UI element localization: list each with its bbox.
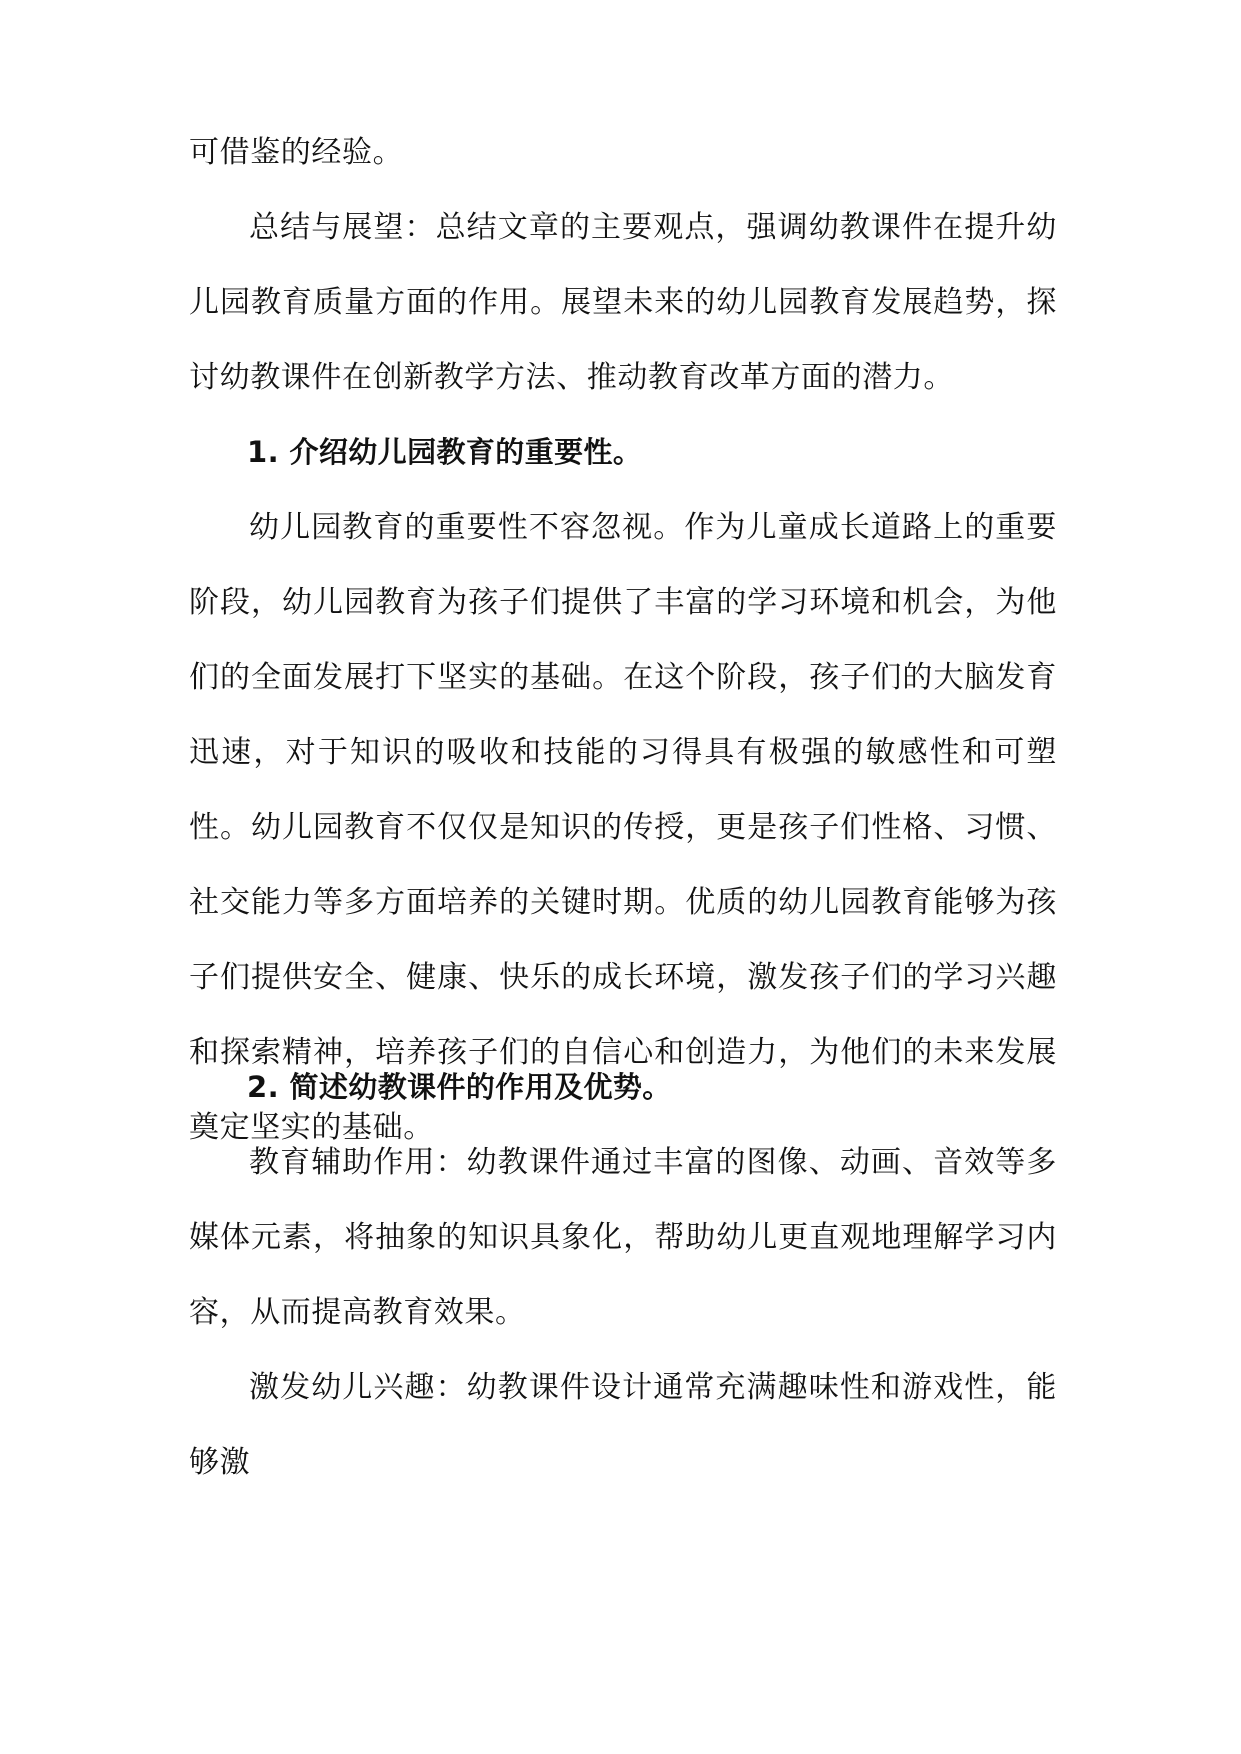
continuation-text: 可借鉴的经验。 — [189, 135, 404, 170]
section-2-paragraph-1: 教育辅助作用：幼教课件通过丰富的图像、动画、音效等多媒体元素，将抽象的知识具象化，帮助幼儿更直观地理解学习内容，从而提高教育效果。 — [189, 1145, 1057, 1330]
section-2-paragraph-2: 激发幼儿兴趣：幼教课件设计通常充满趣味性和游戏性，能够激 — [189, 1370, 1057, 1480]
summary-paragraph: 总结与展望：总结文章的主要观点，强调幼教课件在提升幼儿园教育质量方面的作用。展望未来的幼儿园教育发展趋势，探讨幼教课件在创新教学方法、推动教育改革方面的潜力。 — [189, 210, 1057, 395]
section-1-paragraph: 幼儿园教育的重要性不容忽视。作为儿童成长道路上的重要阶段，幼儿园教育为孩子们提供了丰富的学习环境和机会，为他们的全面发展打下坚实的基础。在这个阶段，孩子们的大脑发育迅速，对于知识的吸收和技能的习得具有极强的敏感性和可塑性。幼儿园教育不仅仅是知识的传授，更是孩子们性格、习惯、社交能力等多方面培养的关键时期。优质的幼儿园教育能够为孩子们提供安全、健康、快乐的成长环境，激发孩子们的学习兴趣和探索精神，培养孩子们的自信心和创造力，为他们的未来发展奠定坚实的基础。 — [189, 510, 1057, 1145]
section-2-heading: 2. 简述幼教课件的作用及优势。 — [247, 1070, 672, 1104]
section-1-heading: 1. 介绍幼儿园教育的重要性。 — [247, 435, 643, 469]
